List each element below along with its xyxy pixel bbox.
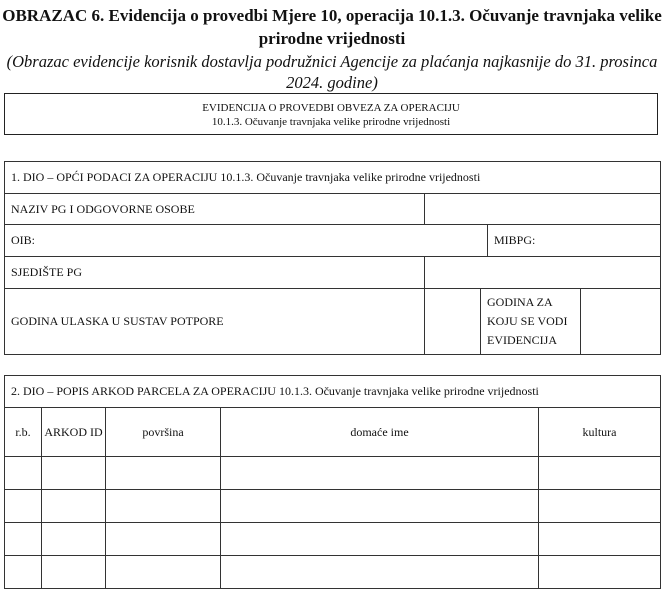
cell[interactable] — [106, 556, 221, 589]
godina-ulaska-field[interactable] — [425, 289, 481, 355]
cell[interactable] — [42, 556, 106, 589]
cell[interactable] — [221, 523, 539, 556]
table-row — [5, 490, 661, 523]
cell[interactable] — [5, 556, 42, 589]
cell[interactable] — [221, 457, 539, 490]
col-arkod-id: ARKOD ID — [42, 408, 106, 457]
col-rb: r.b. — [5, 408, 42, 457]
box-line-1: EVIDENCIJA O PROVEDBI OBVEZA ZA OPERACIJU — [202, 102, 460, 114]
sjediste-field[interactable] — [425, 257, 661, 289]
table-row — [5, 556, 661, 589]
table-row — [5, 523, 661, 556]
godina-za-field[interactable] — [581, 289, 661, 355]
evidence-header-box — [4, 93, 658, 135]
cell[interactable] — [539, 490, 661, 523]
sjediste-label: SJEDIŠTE PG — [5, 257, 425, 289]
form-subtitle: (Obrazac evidencije korisnik dostavlja podružnici Agencije za plaćanja najkasnije do 31. prosinca 2024. godine) — [6, 52, 658, 92]
cell[interactable] — [106, 523, 221, 556]
table-row — [5, 457, 661, 490]
cell[interactable] — [106, 457, 221, 490]
mibpg-field[interactable]: MIBPG: — [488, 225, 661, 257]
box-line-2: 10.1.3. Očuvanje travnjaka velike prirodne vrijednosti — [211, 116, 451, 128]
cell[interactable] — [42, 523, 106, 556]
section1-table — [4, 161, 661, 355]
cell[interactable] — [42, 490, 106, 523]
cell[interactable] — [221, 490, 539, 523]
section1-header: 1. DIO – OPĆI PODACI ZA OPERACIJU 10.1.3. Očuvanje travnjaka velike prirodne vrijednosti — [5, 162, 661, 194]
section2-table — [4, 375, 661, 589]
col-domace-ime: domaće ime — [221, 408, 539, 457]
godina-ulaska-label: GODINA ULASKA U SUSTAV POTPORE — [5, 289, 425, 355]
naziv-field[interactable] — [425, 194, 661, 225]
naziv-label: NAZIV PG I ODGOVORNE OSOBE — [5, 194, 425, 225]
oib-field[interactable]: OIB: — [5, 225, 488, 257]
cell[interactable] — [539, 556, 661, 589]
godina-za-label: GODINA ZA KOJU SE VODI EVIDENCIJA — [481, 289, 581, 355]
cell[interactable] — [5, 490, 42, 523]
section2-header: 2. DIO – POPIS ARKOD PARCELA ZA OPERACIJU 10.1.3. Očuvanje travnjaka velike prirodne vrijednosti — [5, 376, 661, 408]
cell[interactable] — [5, 523, 42, 556]
col-povrsina: površina — [106, 408, 221, 457]
cell[interactable] — [539, 457, 661, 490]
form-title: OBRAZAC 6. Evidencija o provedbi Mjere 10, operacija 10.1.3. Očuvanje travnjaka velike prirodne vrijednosti — [2, 6, 662, 48]
cell[interactable] — [5, 457, 42, 490]
cell[interactable] — [221, 556, 539, 589]
cell[interactable] — [539, 523, 661, 556]
col-kultura: kultura — [539, 408, 661, 457]
cell[interactable] — [42, 457, 106, 490]
cell[interactable] — [106, 490, 221, 523]
